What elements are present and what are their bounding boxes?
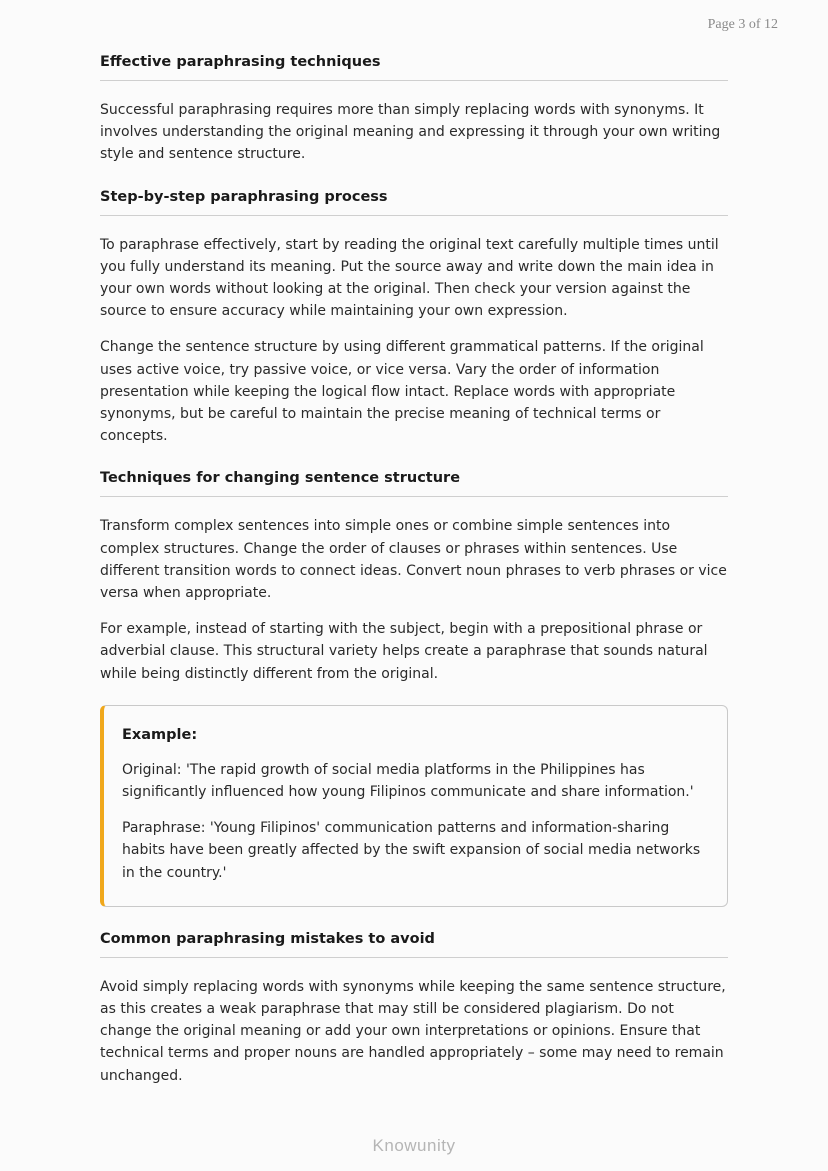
section-heading: Step-by-step paraphrasing process <box>100 187 728 216</box>
paragraph: Successful paraphrasing requires more than simply replacing words with synonyms. It involves understanding the original meaning and expressing it through your own writing style and sentence structure. <box>100 102 721 163</box>
section-heading: Techniques for changing sentence structure <box>100 468 728 497</box>
footer-brand-logo: Knowunity <box>372 1136 456 1155</box>
section-heading: Effective paraphrasing techniques <box>100 52 728 81</box>
document-content <box>100 52 728 1087</box>
paragraph: Transform complex sentences into simple ones or combine simple sentences into complex structures. Change the order of clauses or phrases within sentences. Use different transition words to connect ideas. Convert noun phrases to verb phrases or vice versa when appropriate. <box>100 518 727 602</box>
section-heading: Common paraphrasing mistakes to avoid <box>100 929 728 958</box>
section-common-mistakes <box>100 929 728 1087</box>
example-box <box>100 705 728 907</box>
section-effective-techniques <box>100 52 728 166</box>
paragraph: For example, instead of starting with the subject, begin with a prepositional phrase or adverbial clause. This structural variety helps create a paraphrase that sounds natural while being distinctly different from the original. <box>100 621 708 682</box>
example-original: Original: 'The rapid growth of social media platforms in the Philippines has significantly influenced how young Filipinos communicate and share information.' <box>122 761 694 801</box>
section-step-by-step <box>100 187 728 448</box>
example-paraphrase: Paraphrase: 'Young Filipinos' communication patterns and information-sharing habits have been greatly affected by the swift expansion of social media networks in the country.' <box>122 820 701 881</box>
paragraph: To paraphrase effectively, start by reading the original text carefully multiple times until you fully understand its meaning. Put the source away and write down the main idea in your own words without looking at the original. Then check your version against the source to ensure accuracy while maintaining your own expression. <box>100 236 719 320</box>
paragraph: Avoid simply replacing words with synonyms while keeping the same sentence structure, as this creates a weak paraphrase that may still be considered plagiarism. Do not change the original meaning or add your own interpretations or opinions. Ensure that technical terms and proper nouns are handled appropriately – some may need to remain unchanged. <box>100 978 726 1084</box>
page-number: Page 3 of 12 <box>707 17 778 32</box>
section-sentence-structure <box>100 468 728 684</box>
example-title: Example: <box>122 726 198 743</box>
paragraph: Change the sentence structure by using different grammatical patterns. If the original uses active voice, try passive voice, or vice versa. Vary the order of information presentation while keeping the logical flow intact. Replace words with appropriate synonyms, but be careful to maintain the precise meaning of technical terms or concepts. <box>100 339 704 445</box>
